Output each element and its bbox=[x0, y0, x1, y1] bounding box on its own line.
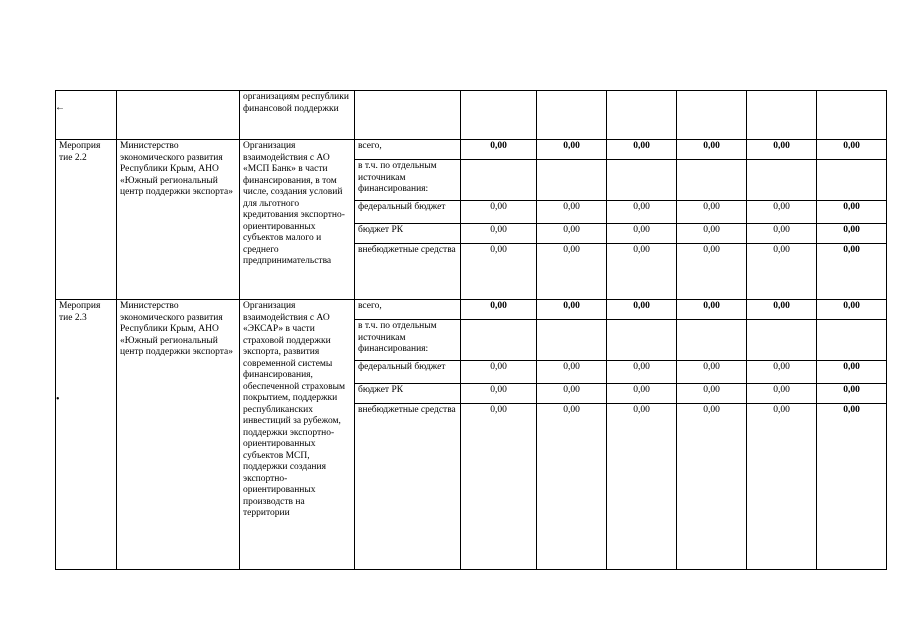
value-cell: 0,00 bbox=[607, 384, 677, 404]
source-label: федеральный бюджет bbox=[355, 201, 461, 224]
value-cell: 0,00 bbox=[461, 244, 537, 300]
value-cell bbox=[461, 91, 537, 140]
value-cell: 0,00 bbox=[607, 140, 677, 160]
value-cell: 0,00 bbox=[747, 201, 817, 224]
value-cell: 0,00 bbox=[747, 404, 817, 570]
value-cell: 0,00 bbox=[537, 224, 607, 244]
source-label: бюджет РК bbox=[355, 384, 461, 404]
value-cell: 0,00 bbox=[677, 384, 747, 404]
value-cell: 0,00 bbox=[677, 224, 747, 244]
event-cell bbox=[56, 91, 117, 140]
value-cell bbox=[607, 160, 677, 201]
source-label: федеральный бюджет bbox=[355, 361, 461, 384]
value-cell bbox=[607, 91, 677, 140]
value-cell: 0,00 bbox=[747, 244, 817, 300]
value-cell: 0,00 bbox=[677, 300, 747, 320]
value-cell: 0,00 bbox=[537, 300, 607, 320]
value-cell: 0,00 bbox=[677, 244, 747, 300]
source-label: в т.ч. по отдельным источникам финансирования: bbox=[355, 320, 461, 361]
value-cell: 0,00 bbox=[747, 224, 817, 244]
value-cell: 0,00 bbox=[461, 140, 537, 160]
description-cell: Организация взаимодействия с АО «МСП Банк» в части финансирования, в том числе, создания условий для льготного кредитования экспортно-ориентированных субъектов малого и среднего предпринимательства bbox=[240, 140, 355, 300]
scan-mark: ← bbox=[55, 102, 65, 113]
value-cell: 0,00 bbox=[461, 201, 537, 224]
value-cell: 0,00 bbox=[817, 201, 887, 224]
value-cell: 0,00 bbox=[817, 224, 887, 244]
value-cell: 0,00 bbox=[537, 404, 607, 570]
table-row bbox=[56, 300, 887, 320]
value-cell: 0,00 bbox=[461, 404, 537, 570]
event-cell: Мероприя тие 2.3 bbox=[56, 300, 117, 570]
value-cell bbox=[817, 91, 887, 140]
continuation-row bbox=[56, 91, 887, 140]
value-cell: 0,00 bbox=[461, 224, 537, 244]
source-label: бюджет РК bbox=[355, 224, 461, 244]
value-cell bbox=[537, 320, 607, 361]
value-cell: 0,00 bbox=[747, 384, 817, 404]
description-cell: организациям республики финансовой поддержки bbox=[240, 91, 355, 140]
value-cell bbox=[677, 160, 747, 201]
value-cell: 0,00 bbox=[677, 404, 747, 570]
value-cell bbox=[461, 160, 537, 201]
source-label: всего, bbox=[355, 140, 461, 160]
value-cell: 0,00 bbox=[537, 140, 607, 160]
value-cell: 0,00 bbox=[607, 404, 677, 570]
description-cell: Организация взаимодействия с АО «ЭКСАР» в части страховой поддержки экспорта, развития современной системы финансирования, обеспеченной страховым покрытием, поддержки республиканских инвестиций за рубежом, поддержки экспортно-ориентированных субъектов МСП, поддержки создания экспортно-ориентированных производств на территории bbox=[240, 300, 355, 570]
value-cell bbox=[677, 320, 747, 361]
value-cell: 0,00 bbox=[677, 201, 747, 224]
value-cell: 0,00 bbox=[537, 201, 607, 224]
executor-cell: Министерство экономического развития Республики Крым, АНО «Южный региональный центр поддержки экспорта» bbox=[117, 140, 240, 300]
value-cell: 0,00 bbox=[461, 300, 537, 320]
table-body bbox=[56, 91, 887, 570]
value-cell bbox=[537, 91, 607, 140]
source-label: всего, bbox=[355, 300, 461, 320]
value-cell: 0,00 bbox=[747, 140, 817, 160]
value-cell: 0,00 bbox=[607, 300, 677, 320]
value-cell bbox=[747, 91, 817, 140]
value-cell: 0,00 bbox=[677, 361, 747, 384]
value-cell: 0,00 bbox=[461, 361, 537, 384]
source-label: внебюджетные средства bbox=[355, 244, 461, 300]
value-cell bbox=[747, 160, 817, 201]
value-cell: 0,00 bbox=[817, 244, 887, 300]
value-cell: 0,00 bbox=[817, 361, 887, 384]
value-cell: 0,00 bbox=[607, 201, 677, 224]
value-cell bbox=[817, 320, 887, 361]
value-cell: 0,00 bbox=[607, 244, 677, 300]
value-cell bbox=[607, 320, 677, 361]
value-cell: 0,00 bbox=[537, 244, 607, 300]
scan-mark: • bbox=[56, 394, 60, 405]
value-cell: 0,00 bbox=[747, 300, 817, 320]
value-cell: 0,00 bbox=[607, 224, 677, 244]
value-cell: 0,00 bbox=[607, 361, 677, 384]
value-cell bbox=[747, 320, 817, 361]
value-cell: 0,00 bbox=[817, 140, 887, 160]
value-cell bbox=[461, 320, 537, 361]
source-label: в т.ч. по отдельным источникам финансирования: bbox=[355, 160, 461, 201]
source-label: внебюджетные средства bbox=[355, 404, 461, 570]
value-cell bbox=[537, 160, 607, 201]
value-cell bbox=[817, 160, 887, 201]
value-cell: 0,00 bbox=[461, 384, 537, 404]
executor-cell: Министерство экономического развития Республики Крым, АНО «Южный региональный центр поддержки экспорта» bbox=[117, 300, 240, 570]
value-cell: 0,00 bbox=[817, 404, 887, 570]
value-cell: 0,00 bbox=[677, 140, 747, 160]
value-cell: 0,00 bbox=[537, 384, 607, 404]
value-cell bbox=[677, 91, 747, 140]
event-cell: Мероприя тие 2.2 bbox=[56, 140, 117, 300]
financing-table bbox=[55, 90, 887, 570]
executor-cell bbox=[117, 91, 240, 140]
value-cell: 0,00 bbox=[747, 361, 817, 384]
source-cell bbox=[355, 91, 461, 140]
table-row bbox=[56, 140, 887, 160]
value-cell: 0,00 bbox=[817, 384, 887, 404]
value-cell: 0,00 bbox=[817, 300, 887, 320]
value-cell: 0,00 bbox=[537, 361, 607, 384]
